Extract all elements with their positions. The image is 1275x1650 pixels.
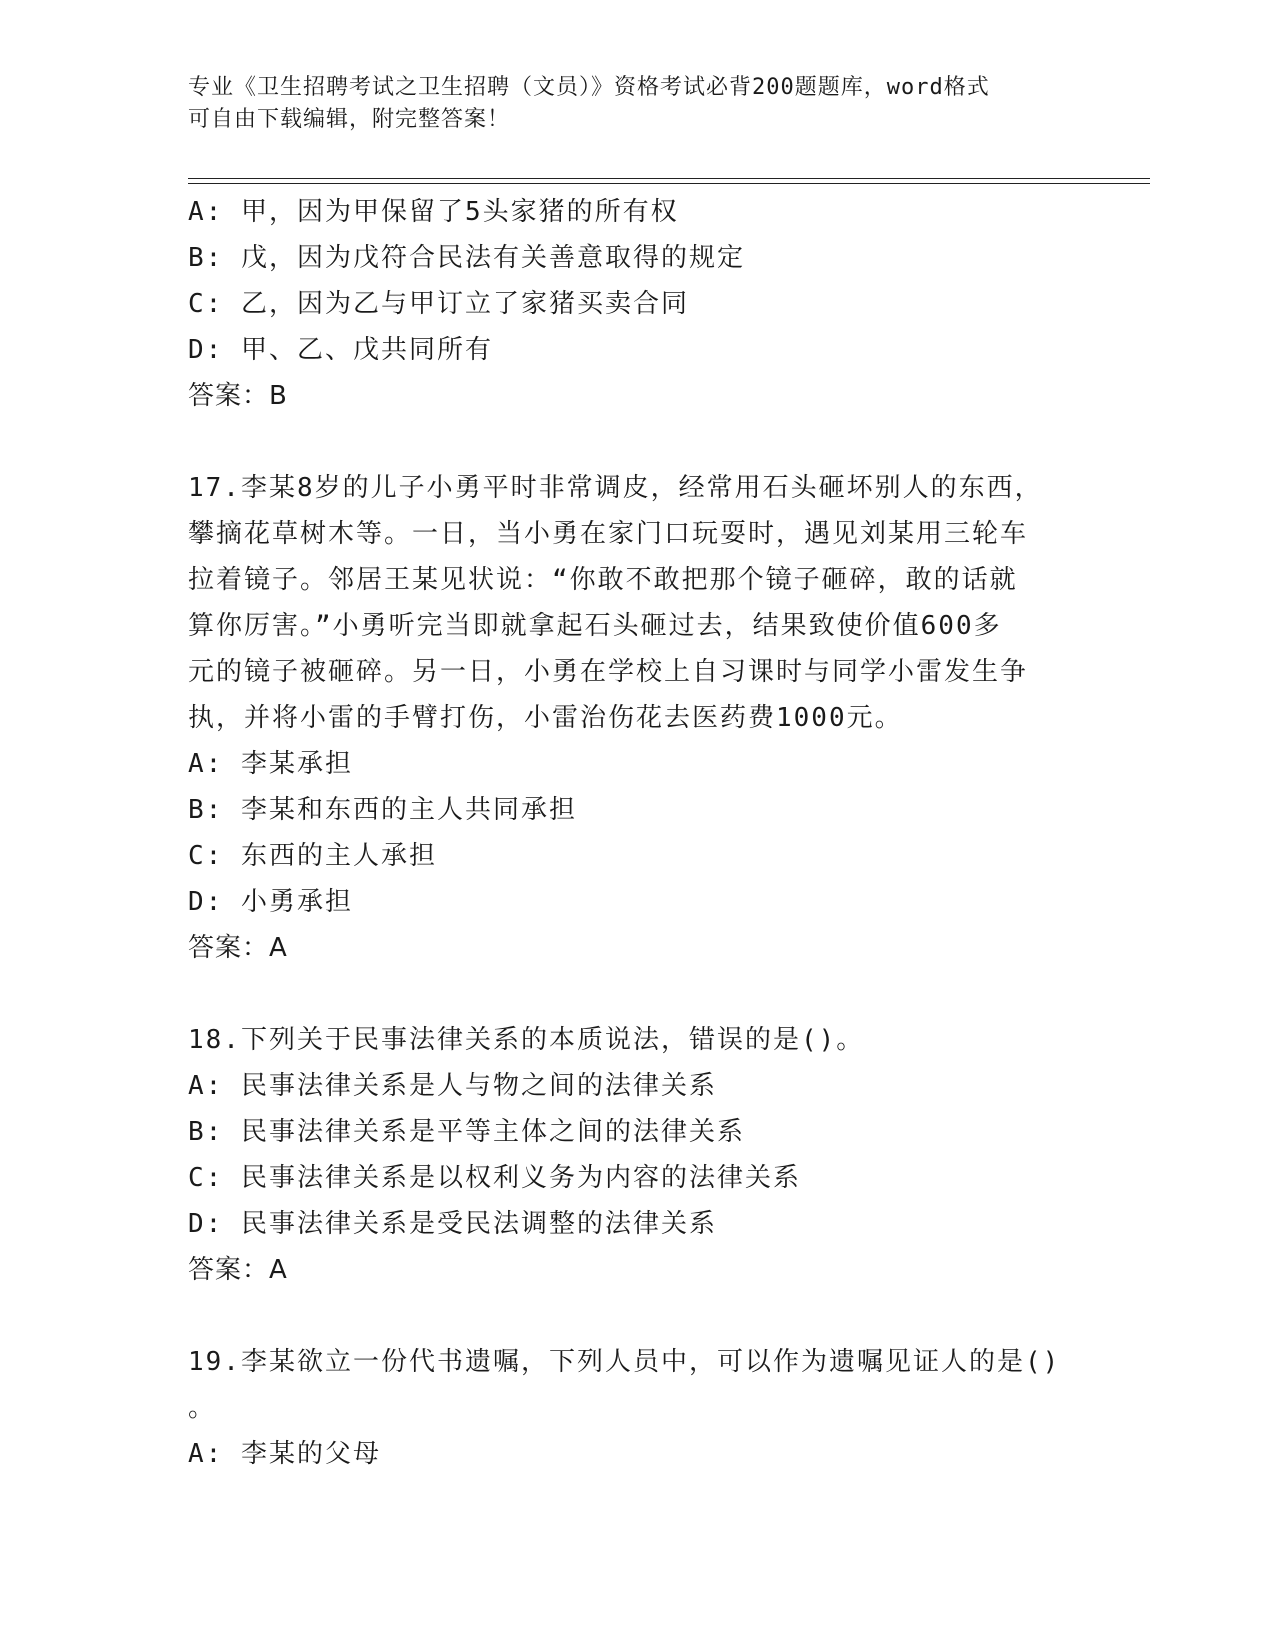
option-b: B: 民事法律关系是平等主体之间的法律关系 — [188, 1117, 745, 1147]
question-stem-line: 元的镜子被砸碎。另一日，小勇在学校上自习课时与同学小雷发生争 — [188, 657, 1029, 687]
question-stem-line: 17.李某8岁的儿子小勇平时非常调皮，经常用石头砸坏别人的东西， — [188, 473, 1043, 503]
option-a: A: 李某承担 — [188, 749, 353, 779]
option-b: B: 李某和东西的主人共同承担 — [188, 795, 577, 825]
question-stem-line: 算你厉害。”小勇听完当即就拿起石头砸过去，结果致使价值600多 — [188, 611, 1002, 641]
question-17 — [188, 465, 1068, 971]
answer-label: 答案：A — [188, 933, 288, 963]
question-stem-line: 19.李某欲立一份代书遗嘱，下列人员中，可以作为遗嘱见证人的是() — [188, 1347, 1061, 1377]
question-stem-line: 18.下列关于民事法律关系的本质说法，错误的是()。 — [188, 1025, 865, 1055]
option-d: D: 小勇承担 — [188, 887, 353, 917]
option-a: A: 甲，因为甲保留了5头家猪的所有权 — [188, 197, 679, 227]
question-18 — [188, 1017, 1068, 1293]
option-c: C: 东西的主人承担 — [188, 841, 437, 871]
option-d: D: 甲、乙、戊共同所有 — [188, 335, 493, 365]
answer-label: 答案：B — [188, 381, 288, 411]
option-c: C: 乙，因为乙与甲订立了家猪买卖合同 — [188, 289, 689, 319]
question-19 — [188, 1339, 1068, 1477]
answer-label: 答案：A — [188, 1255, 288, 1285]
option-b: B: 戊，因为戊符合民法有关善意取得的规定 — [188, 243, 745, 273]
question-stem-line: 拉着镜子。邻居王某见状说：“你敢不敢把那个镜子砸碎，敢的话就 — [188, 565, 1018, 595]
document-header — [188, 72, 1088, 136]
header-line-1: 专业《卫生招聘考试之卫生招聘（文员）》资格考试必背200题题库，word格式 — [188, 75, 990, 100]
question-list — [188, 189, 1068, 1477]
spacer — [188, 1293, 1068, 1339]
header-divider-top — [188, 178, 1150, 179]
option-d: D: 民事法律关系是受民法调整的法律关系 — [188, 1209, 717, 1239]
header-divider-bottom — [188, 183, 1150, 184]
spacer — [188, 419, 1068, 465]
question-16 — [188, 189, 1068, 419]
spacer — [188, 971, 1068, 1017]
option-a: A: 李某的父母 — [188, 1439, 381, 1469]
question-stem-line: 攀摘花草树木等。一日，当小勇在家门口玩耍时，遇见刘某用三轮车 — [188, 519, 1029, 549]
question-stem-line: 执，并将小雷的手臂打伤，小雷治伤花去医药费1000元。 — [188, 703, 903, 733]
option-c: C: 民事法律关系是以权利义务为内容的法律关系 — [188, 1163, 801, 1193]
header-line-2: 可自由下载编辑，附完整答案！ — [188, 107, 511, 132]
option-a: A: 民事法律关系是人与物之间的法律关系 — [188, 1071, 717, 1101]
question-stem-line: 。 — [188, 1393, 217, 1423]
